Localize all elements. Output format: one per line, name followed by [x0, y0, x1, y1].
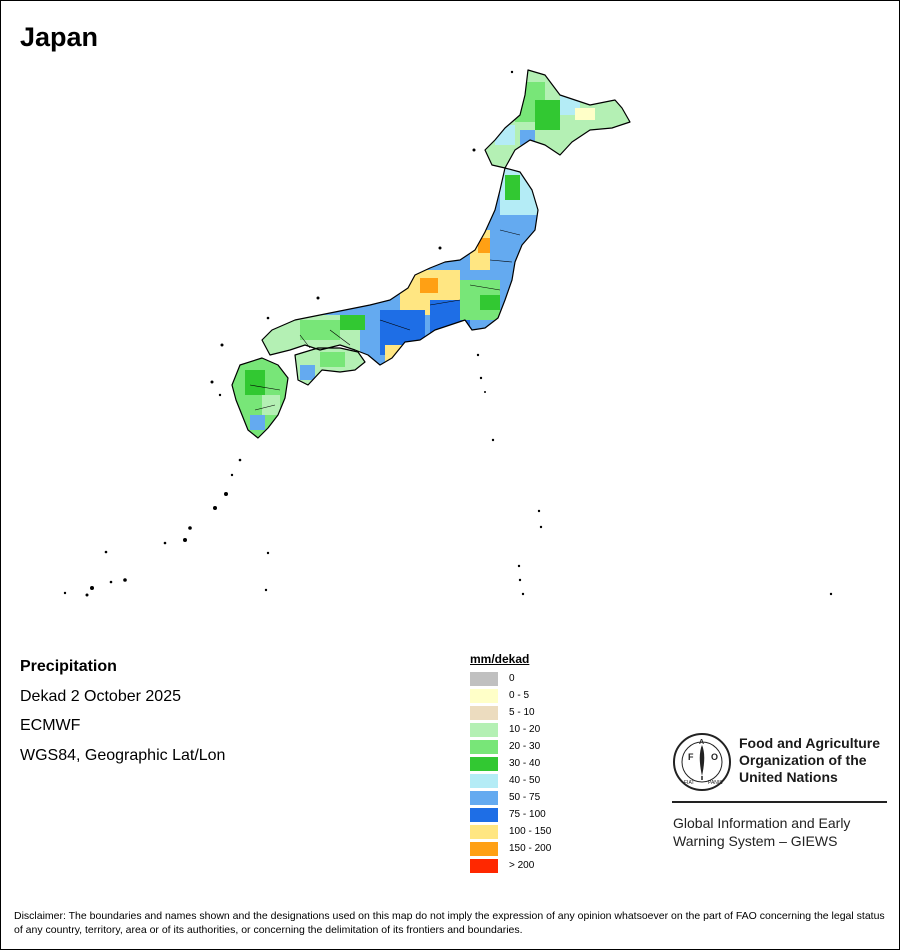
- legend-swatch: [470, 706, 498, 720]
- source-label: ECMWF: [20, 717, 81, 734]
- legend-swatch: [470, 791, 498, 805]
- legend-label: 20 - 30: [509, 741, 541, 752]
- legend-label: 40 - 50: [509, 775, 541, 786]
- legend-swatch: [470, 859, 498, 873]
- legend-swatch: [470, 842, 498, 856]
- divider: [672, 801, 887, 803]
- legend-item: [470, 738, 551, 755]
- svg-text:O: O: [711, 752, 719, 762]
- variable-label: Precipitation: [20, 658, 117, 675]
- svg-text:A: A: [699, 739, 705, 746]
- legend: [470, 652, 551, 874]
- fao-logo-icon: [672, 732, 732, 792]
- legend-label: 10 - 20: [509, 724, 541, 735]
- map-title: Japan: [20, 22, 99, 52]
- legend-label: > 200: [509, 860, 535, 871]
- legend-item: [470, 823, 551, 840]
- legend-item: [470, 755, 551, 772]
- legend-item: [470, 704, 551, 721]
- projection-label: WGS84, Geographic Lat/Lon: [20, 747, 226, 764]
- legend-swatch: [470, 808, 498, 822]
- legend-label: 5 - 10: [509, 707, 535, 718]
- legend-title: mm/dekad: [470, 652, 530, 666]
- disclaimer: Disclaimer: The boundaries and names shown and the designations used on this map do not imply the expression of any opinion whatsoever on the part of FAO concerning the legal status of any country, territory, area or of its authorities, or concerning the delimitation of its frontiers and boundaries.: [14, 910, 885, 936]
- legend-item: [470, 857, 551, 874]
- giews-label: Global Information and Early Warning System – GIEWS: [673, 815, 851, 849]
- period-label: Dekad 2 October 2025: [20, 688, 181, 705]
- legend-item: [470, 670, 551, 687]
- legend-swatch: [470, 672, 498, 686]
- legend-label: 0 - 5: [509, 690, 530, 701]
- organization-name: Food and Agriculture Organization of the United Nations: [739, 735, 881, 785]
- legend-label: 75 - 100: [509, 809, 546, 820]
- legend-swatch: [470, 757, 498, 771]
- legend-label: 50 - 75: [509, 792, 541, 803]
- legend-label: 30 - 40: [509, 758, 541, 769]
- legend-item: [470, 789, 551, 806]
- legend-item: [470, 721, 551, 738]
- legend-swatch: [470, 774, 498, 788]
- legend-label: 0: [509, 673, 515, 684]
- precipitation-map: [0, 60, 900, 620]
- legend-item: [470, 687, 551, 704]
- legend-item: [470, 772, 551, 789]
- legend-swatch: [470, 723, 498, 737]
- svg-text:F: F: [688, 752, 694, 762]
- svg-text:PANIS: PANIS: [708, 780, 723, 786]
- legend-swatch: [470, 825, 498, 839]
- legend-swatch: [470, 740, 498, 754]
- legend-label: 100 - 150: [509, 826, 552, 837]
- legend-label: 150 - 200: [509, 843, 552, 854]
- legend-swatch: [470, 689, 498, 703]
- svg-text:FIAT: FIAT: [684, 780, 695, 786]
- legend-item: [470, 840, 551, 857]
- legend-item: [470, 806, 551, 823]
